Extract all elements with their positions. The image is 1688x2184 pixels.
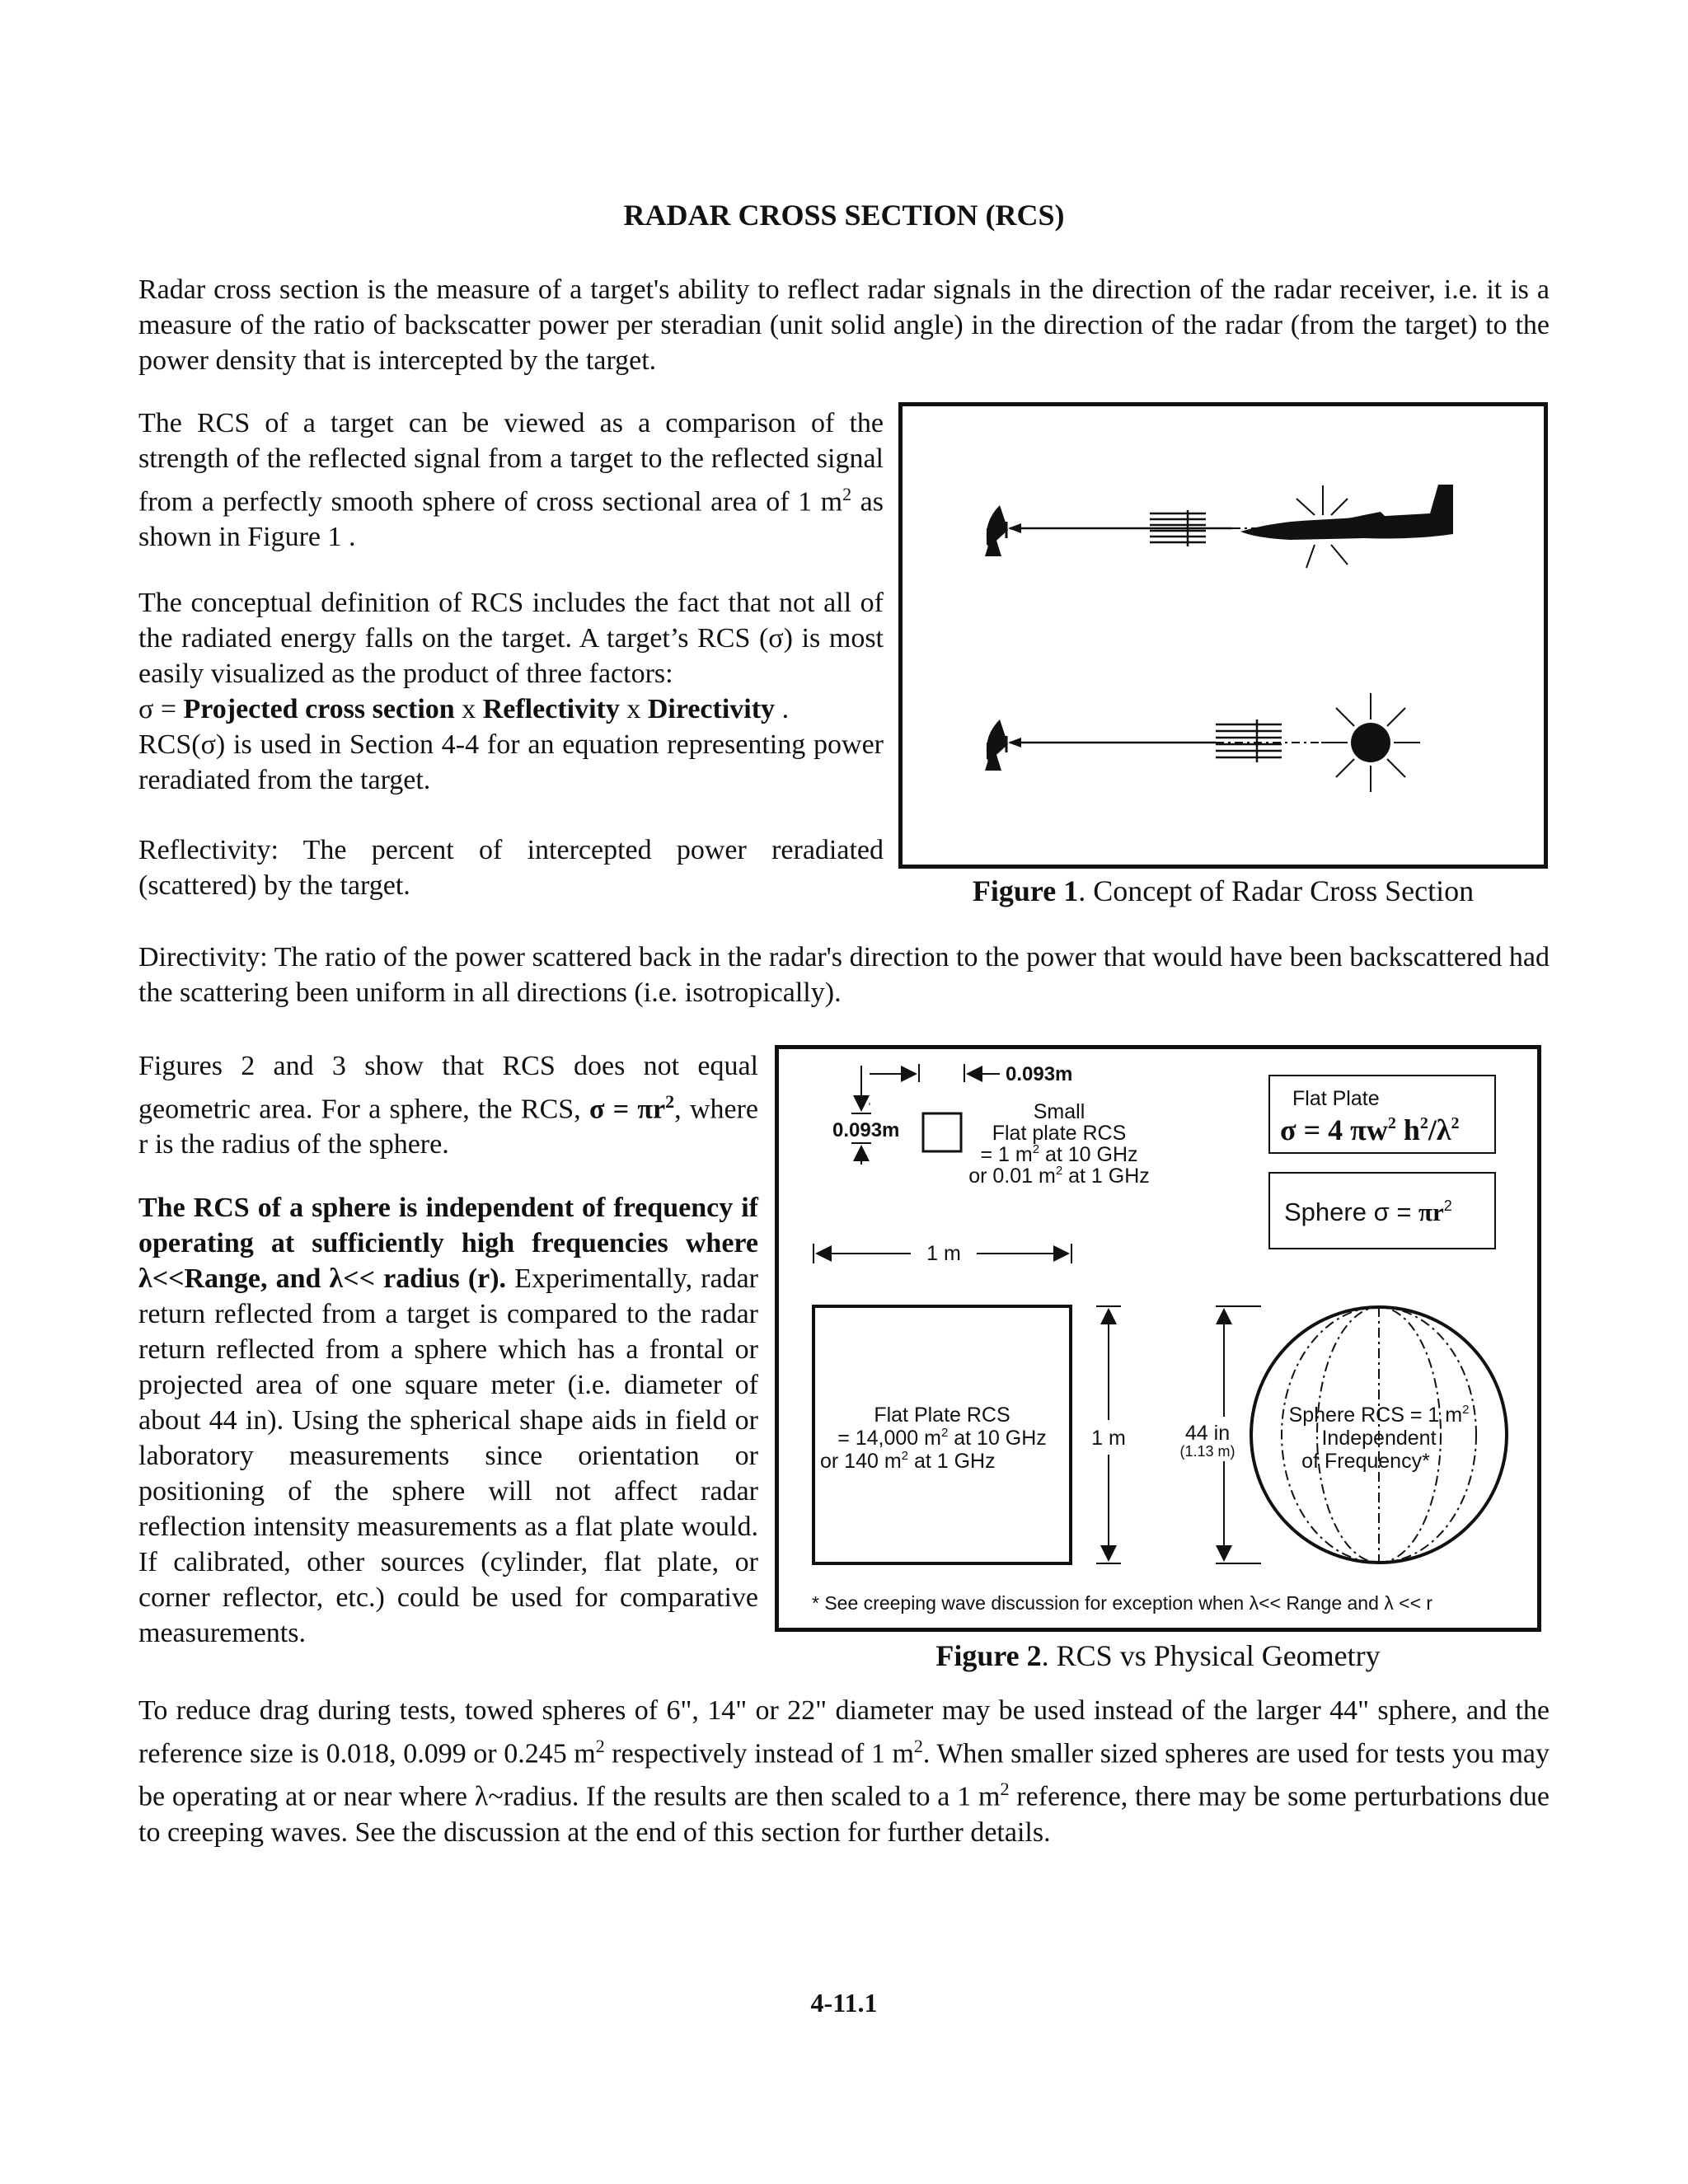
dim-small-left: 0.093m	[832, 1119, 900, 1141]
small-line3: or 0.01 $m^2$ at 1 GHz	[968, 1164, 1150, 1188]
small-plate	[923, 1113, 961, 1151]
page-title: RADAR CROSS SECTION (RCS)	[623, 199, 1065, 232]
intro-paragraph: Radar cross section is the measure of a target's ability to reflect radar signals in the direction of the radar receiver, i.e. it is a measure of the ratio of backscatter power per steradian (unit solid angle) in the direction of the radar (from the target) to the power density that is intercepted by the target.	[138, 274, 1550, 376]
large-line2: = 14,000 $m^2$ at 10 GHz	[837, 1426, 1047, 1450]
figure-2-illustration	[779, 1049, 1537, 1628]
dim-1m-top: 1 m	[926, 1242, 961, 1265]
dim-1m-side: 1 m	[1091, 1427, 1126, 1450]
figure-1	[898, 402, 1548, 869]
drag-paragraph: To reduce drag during tests, towed spheres of 6", 14" or 22" diameter may be used instead of the larger 44" sphere, and the reference size is 0.018, 0.099 or 0.245 $m^2$ respectively instead of 1 $m^2$. When smaller sized spheres are used for tests you may be operating at or near where λ~radius. If the results are then scaled to a 1 $m^2$ reference, there may be some perturbations due to creeping waves. See the discussion at the end of this section for further details.	[138, 1695, 1550, 1848]
aircraft-icon	[1240, 485, 1453, 540]
dim-small-top: 0.093m	[1006, 1063, 1073, 1085]
large-line3: or 140 $m^2$ at 1 GHz	[820, 1449, 996, 1473]
dim-44in: 44 in	[1184, 1422, 1231, 1445]
sphere-paragraph: The RCS of a sphere is independent of frequency if operating at sufficiently high frequencies where λ<<Range, and λ<< radius (r). Experimentally, radar return reflected from a target is compared to the radar return reflected from a sphere which has a frontal or projected area of one square meter (i.e. diameter of about 44 in). Using the spherical shape aids in field or laboratory measurements since orientation or positioning of the sphere will not affect radar reflection intensity measurements as a flat plate would. If calibrated, other sources (cylinder, flat plate, or corner reflector, etc.) could be used for comparative measurements.	[138, 1193, 759, 1648]
figure-2	[775, 1045, 1541, 1632]
small-label: Small	[1033, 1100, 1085, 1123]
small-line2: = 1 $m^2$ at 10 GHz	[980, 1142, 1138, 1166]
dim-113m: (1.13 m)	[1179, 1443, 1236, 1460]
figure-1-illustration	[903, 406, 1544, 865]
sphere-icon	[1351, 723, 1390, 762]
directivity-paragraph: Directivity: The ratio of the power scattered back in the radar's direction to the power that would have been backscattered had the scattering been uniform in all directions (i.e. isotropically).	[138, 942, 1550, 1008]
radar-dish-icon	[985, 719, 1008, 771]
figure-2-caption: Figure 2. RCS vs Physical Geometry	[935, 1639, 1381, 1672]
figure-2-footnote: * See creeping wave discussion for exception when λ<< Range and λ << r	[812, 1592, 1433, 1614]
figure-1-caption: Figure 1. Concept of Radar Cross Section	[972, 874, 1475, 907]
small-line1: Flat plate RCS	[992, 1122, 1127, 1145]
figures-2-3-paragraph: Figures 2 and 3 show that RCS does not equal geometric area. For a sphere, the RCS, $\sigma = \pi r^2$, where r is the radius of the sphere.	[138, 1051, 759, 1160]
rcs-comparison-paragraph: The RCS of a target can be viewed as a comparison of the strength of the reflected signal from a target to the reflected signal from a perfectly smooth sphere of cross sectional area of 1 $m^2$ as shown in Figure 1 .	[138, 408, 884, 553]
flat-plate-box-title: Flat Plate	[1292, 1087, 1380, 1110]
sphere-line3: of Frequency*	[1301, 1450, 1430, 1473]
sphere-line1: Sphere RCS = 1 $m^2$	[1288, 1403, 1470, 1427]
sphere-line2: Independent	[1321, 1427, 1437, 1450]
flat-plate-formula: σ = 4 $\pi w^2$ $h^2/\lambda^2$	[1280, 1113, 1460, 1146]
conceptual-definition-paragraph: The conceptual definition of RCS includes the fact that not all of the radiated energy falls on the target. A target’s RCS (σ) is most easily visualized as the product of three factors: σ = Projected cross section x Reflectivity x Directivity . RCS(σ) is used in Section 4-4 for an equation representing power reradiated from the target.	[138, 588, 884, 795]
page-number: 4-11.1	[810, 1988, 878, 2018]
reflectivity-paragraph: Reflectivity: The percent of intercepted power reradiated (scattered) by the target.	[138, 835, 884, 901]
sphere-formula: Sphere $\sigma = \pi r^2$	[1284, 1197, 1452, 1226]
radar-dish-icon	[985, 505, 1008, 556]
rcs-formula: σ = Projected cross section x Reflectivity x Directivity .	[138, 694, 790, 724]
large-line1: Flat Plate RCS	[874, 1404, 1010, 1427]
